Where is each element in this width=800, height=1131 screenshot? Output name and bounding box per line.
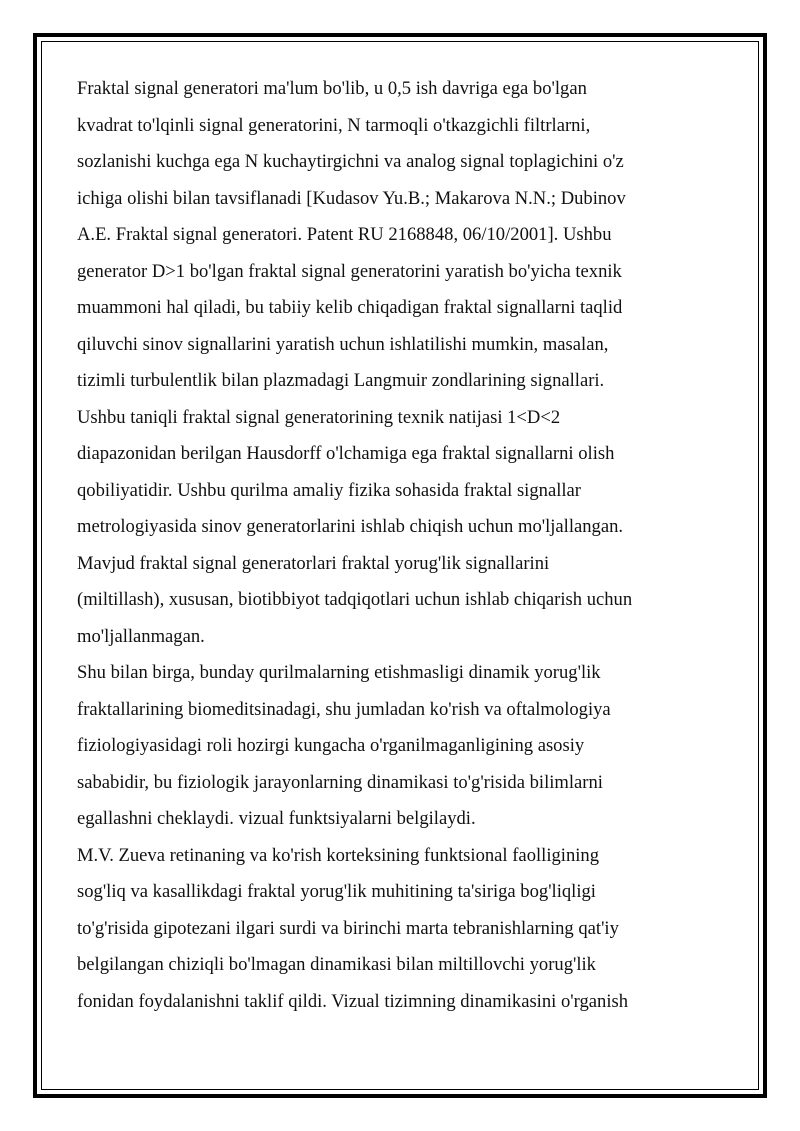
text-line: ichiga olishi bilan tavsiflanadi [Kudasov Yu.B.; Makarova N.N.; Dubinov — [77, 187, 626, 209]
text-line: sozlanishi kuchga ega N kuchaytirgichni va analog signal toplagichini o'z — [77, 151, 624, 172]
text-line: egallashni cheklaydi. vizual funktsiyalarni belgilaydi. — [77, 808, 476, 829]
text-line: mo'ljallanmagan. — [77, 625, 205, 647]
document-body — [77, 71, 727, 1020]
text-line: belgilangan chiziqli bo'lmagan dinamikasi bilan miltillovchi yorug'lik — [77, 954, 596, 975]
text-line: Ushbu taniqli fraktal signal generatorining texnik natijasi 1<D<2 — [77, 406, 561, 428]
text-line: metrologiyasida sinov generatorlarini ishlab chiqish uchun mo'ljallangan. — [77, 516, 624, 537]
text-line: Mavjud fraktal signal generatorlari fraktal yorug'lik signallarini — [77, 552, 550, 574]
text-line: fonidan foydalanishni taklif qildi. Vizual tizimning dinamikasini o'rganish — [77, 990, 629, 1012]
text-line: to'g'risida gipotezani ilgari surdi va birinchi marta tebranishlarning qat'iy — [77, 917, 619, 939]
text-line: qiluvchi sinov signallarini yaratish uchun ishlatilishi mumkin, masalan, — [77, 333, 609, 355]
text-line: generator D>1 bo'lgan fraktal signal generatorini yaratish bo'yicha texnik — [77, 260, 622, 282]
text-line: sababidir, bu fiziologik jarayonlarning dinamikasi to'g'risida bilimlarni — [77, 771, 603, 793]
text-line: diapazonidan berilgan Hausdorff o'lchamiga ega fraktal signallarni olish — [77, 443, 615, 464]
text-line: sog'liq va kasallikdagi fraktal yorug'lik muhitining ta'siriga bog'liqligi — [77, 881, 596, 902]
text-line: M.V. Zueva retinaning va ko'rish korteksining funktsional faolligining — [77, 844, 600, 866]
text-line: muammoni hal qiladi, bu tabiiy kelib chiqadigan fraktal signallarni taqlid — [77, 297, 623, 318]
text-line: kvadrat to'lqinli signal generatorini, N tarmoqli o'tkazgichli filtrlarni, — [77, 114, 591, 136]
text-line: fraktallarining biomeditsinadagi, shu jumladan ko'rish va oftalmologiya — [77, 698, 611, 720]
text-line: A.E. Fraktal signal generatori. Patent RU 2168848, 06/10/2001]. Ushbu — [77, 224, 612, 245]
text-line: qobiliyatidir. Ushbu qurilma amaliy fizika sohasida fraktal signallar — [77, 479, 581, 501]
text-line: Fraktal signal generatori ma'lum bo'lib, u 0,5 ish davriga ega bo'lgan — [77, 78, 587, 99]
text-line: tizimli turbulentlik bilan plazmadagi Langmuir zondlarining signallari. — [77, 370, 605, 391]
text-line: fiziologiyasidagi roli hozirgi kungacha o'rganilmaganligining asosiy — [77, 735, 585, 756]
text-line: (miltillash), xususan, biotibbiyot tadqiqotlari uchun ishlab chiqarish uchun — [77, 589, 633, 610]
text-line: Shu bilan birga, bunday qurilmalarning etishmasligi dinamik yorug'lik — [77, 662, 601, 683]
